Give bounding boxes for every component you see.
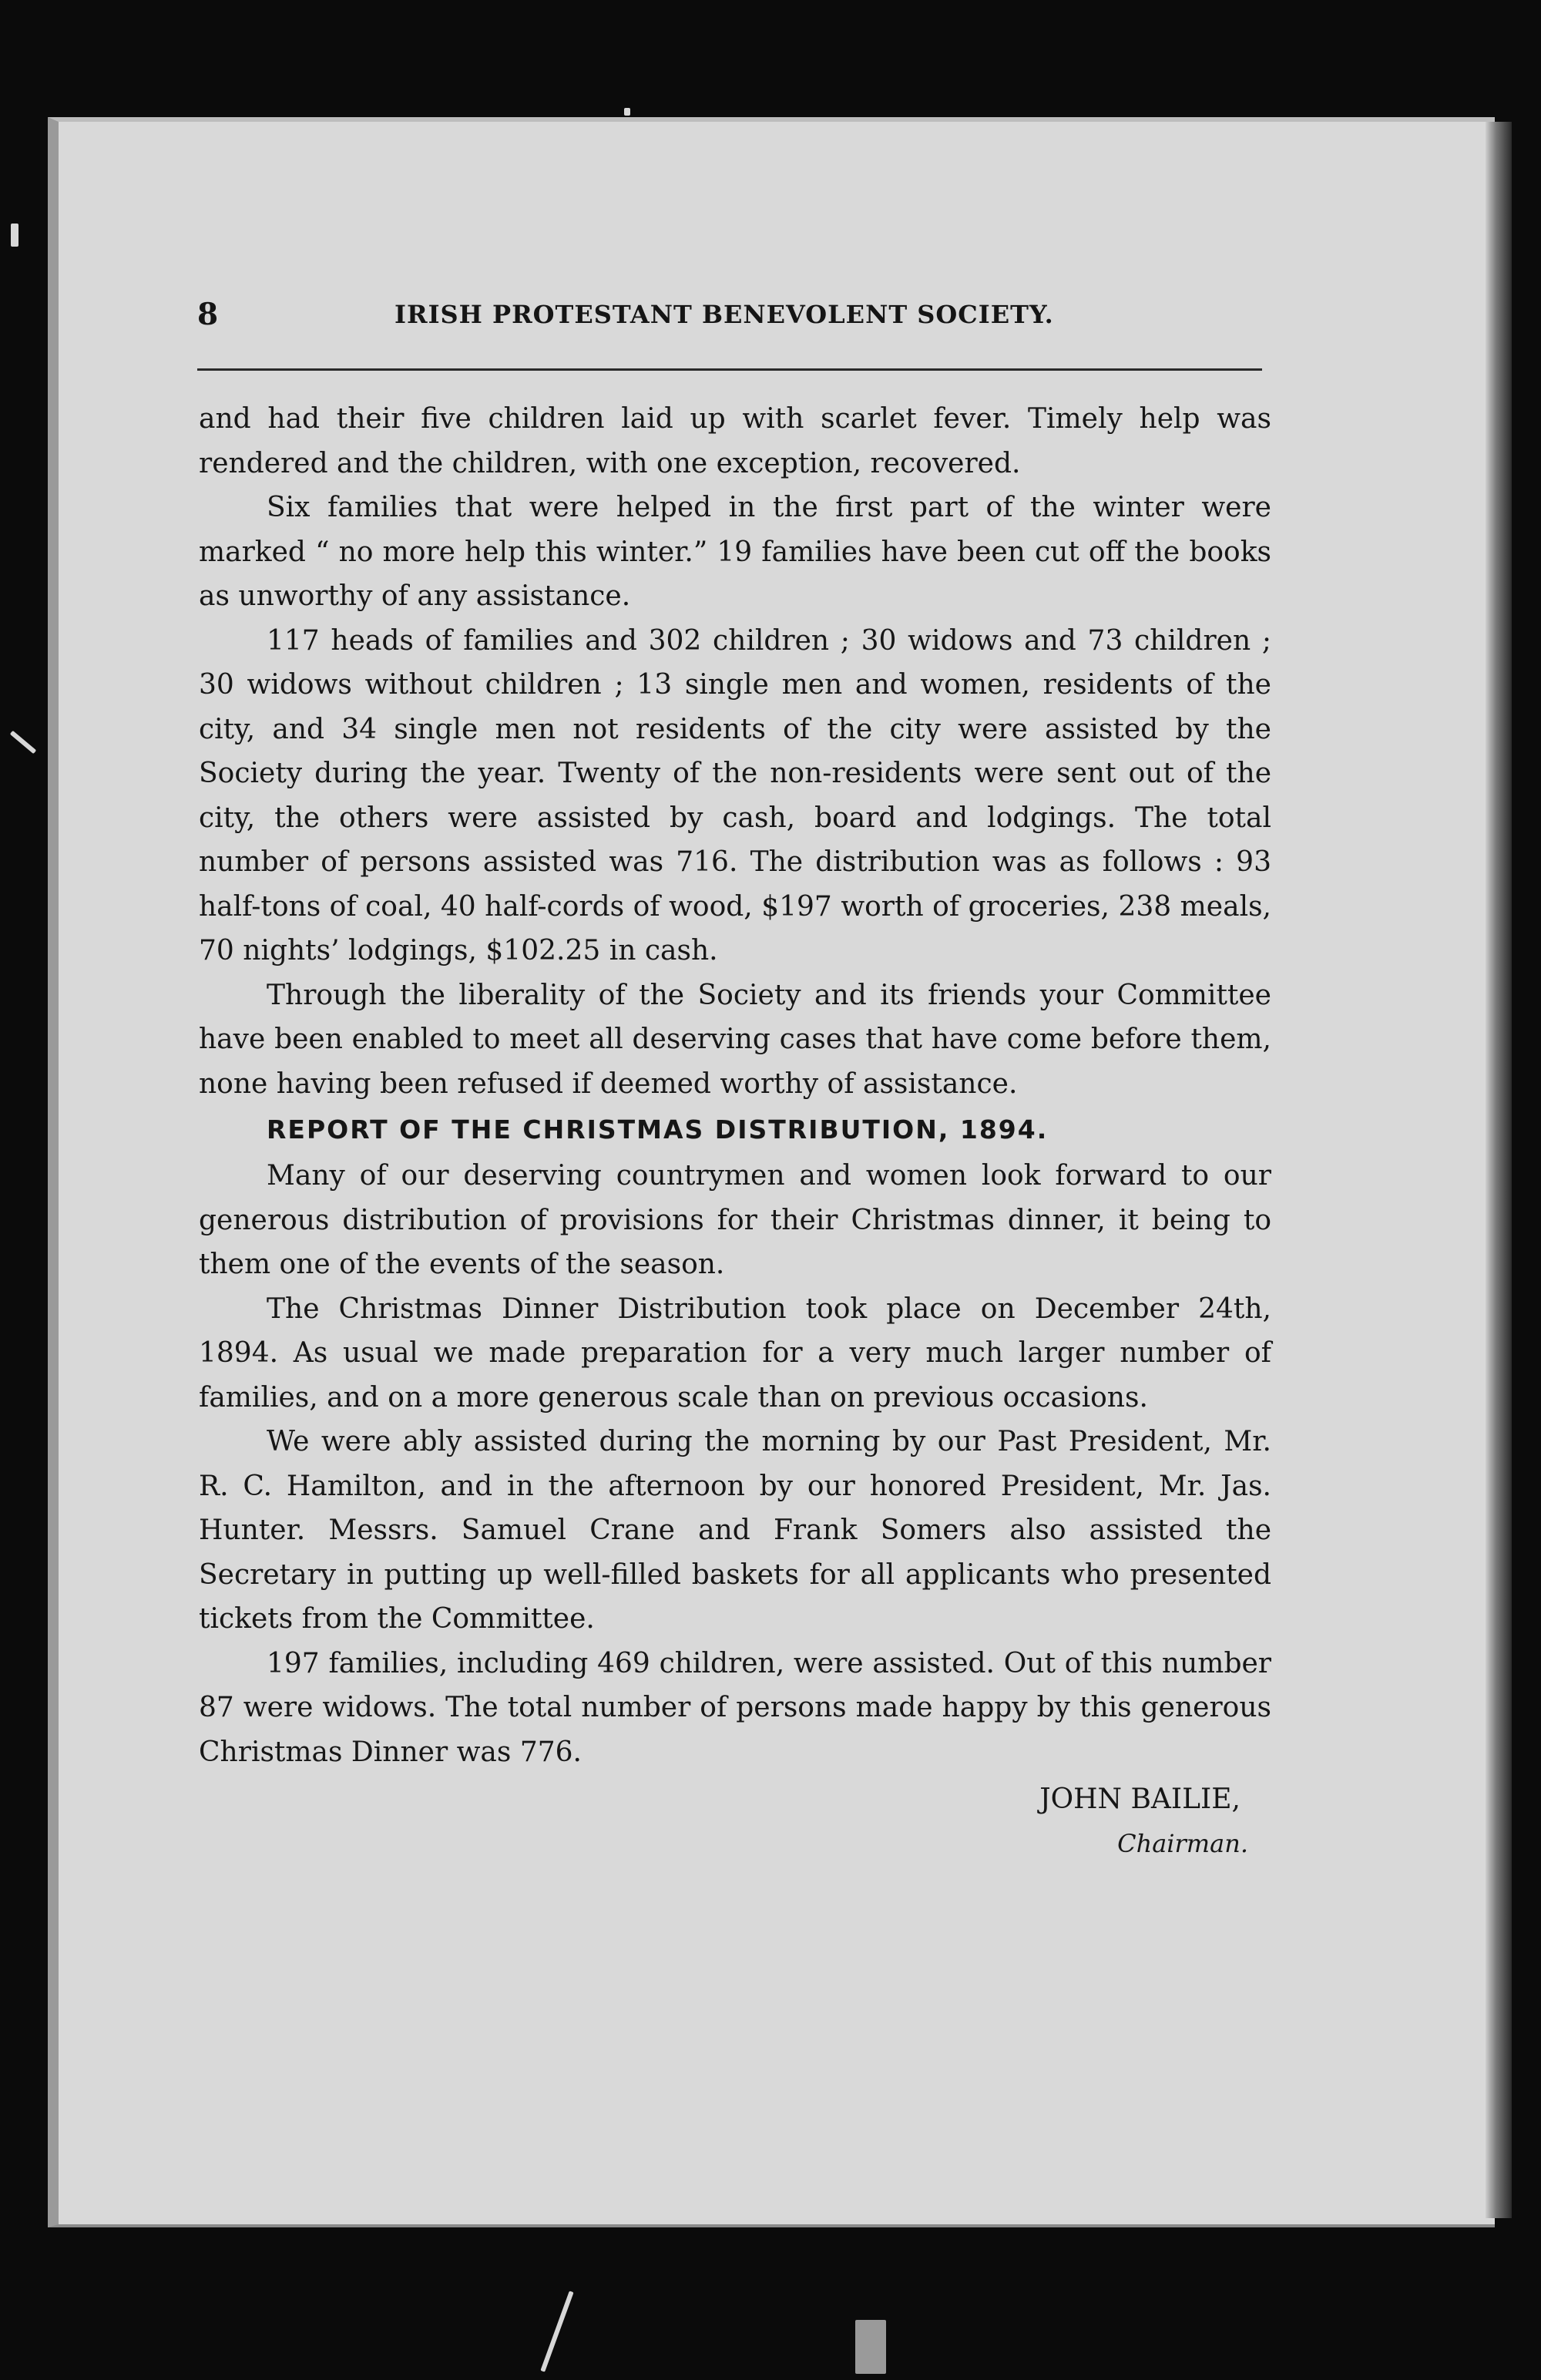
film-speck (855, 2320, 886, 2374)
paragraph: 197 families, including 469 children, were assisted. Out of this number 87 were widows. The total number of persons made happy by this generous Christmas Dinner was 776. (199, 1647, 1271, 1768)
signature-title: Chairman. (1117, 1829, 1248, 1858)
section-heading: REPORT OF THE CHRISTMAS DISTRIBUTION, 1894. (267, 1114, 1049, 1145)
paragraph: We were ably assisted during the morning by our Past President, Mr. R. C. Hamilton, and in the afternoon by our honored President, Mr. Jas. Hunter. Messrs. Samuel Crane and Frank Somers also assisted the Secretary in putting up well-filled baskets for all applicants who presented tickets from the Committee. (199, 1426, 1271, 1635)
paragraph: 117 heads of families and 302 children ; 30 widows and 73 children ; 30 widows without children ; 13 single men and women, residents of the city, and 34 single men not residents of the city were assisted by the Society during the year. Twenty of the non-residents were sent out of the city, the others were assisted by cash, board and lodgings. The total number of persons assisted was 716. The distribution was as follows : 93 half-tons of coal, 40 half-cords of wood, $197 worth of groceries, 238 meals, 70 nights’ lodgings, $102.25 in cash. (199, 624, 1271, 966)
page-number: 8 (197, 297, 219, 332)
header-rule (197, 368, 1262, 371)
page-edge-shadow (1486, 122, 1512, 2218)
paragraph: Through the liberality of the Society and its friends your Committee have been enabled to meet all deserving cases that have come before them, none having been refused if deemed worthy of assistance. (199, 979, 1271, 1100)
paragraph: and had their five children laid up with scarlet fever. Timely help was rendered and the children, with one exception, recovered. (199, 403, 1271, 479)
signature-name: JOHN BAILIE, (1039, 1783, 1241, 1815)
paragraph: Many of our deserving countrymen and women look forward to our generous distribution of provisions for their Christmas dinner, it being to them one of the events of the season. (199, 1160, 1271, 1280)
paragraph: The Christmas Dinner Distribution took place on December 24th, 1894. As usual we made preparation for a very much larger number of families, and on a more generous scale than on previous occasions. (199, 1293, 1271, 1414)
paragraph: Six families that were helped in the first part of the winter were marked “ no more help this winter.” 19 families have been cut off the books as unworthy of any assistance. (199, 492, 1271, 612)
film-speck (540, 2291, 573, 2372)
film-speck (11, 224, 18, 247)
body-text (199, 397, 1271, 1862)
film-speck (624, 108, 630, 116)
running-head: IRISH PROTESTANT BENEVOLENT SOCIETY. (394, 300, 1054, 329)
film-speck (10, 731, 36, 754)
signature-block (199, 1774, 1271, 1862)
page-header (197, 297, 1261, 343)
